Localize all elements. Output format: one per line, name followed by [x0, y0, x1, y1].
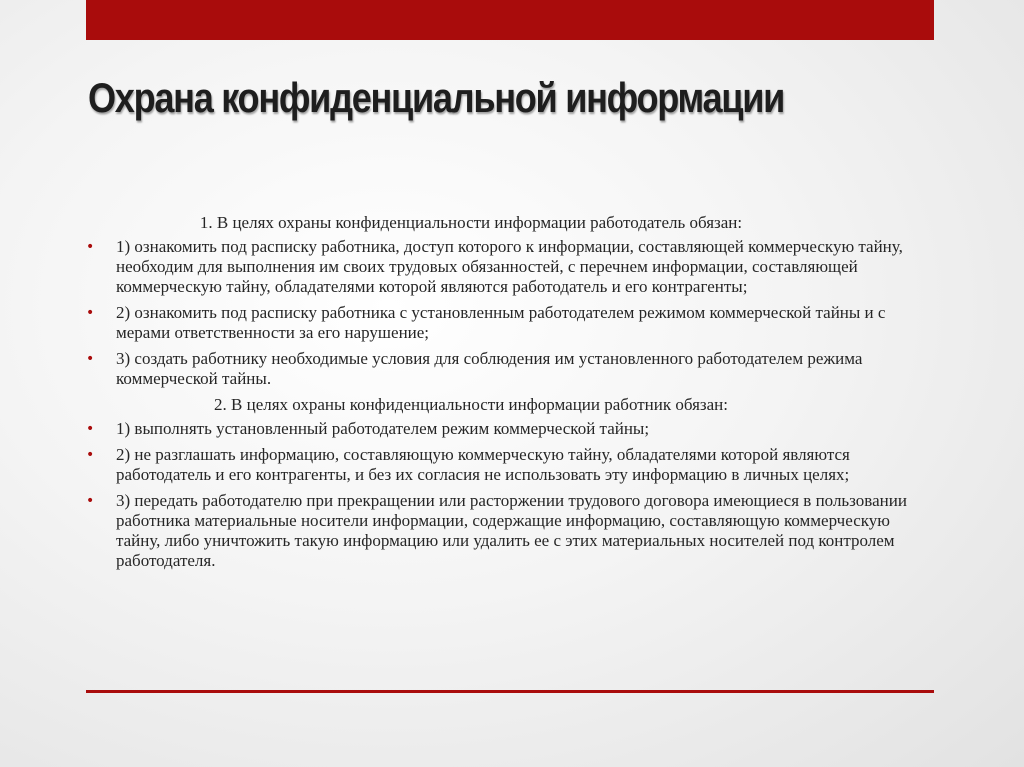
list-item: • 1) ознакомить под расписку работника, доступ которого к информации, составляющей коммерческую тайну, необходим для выполнения им своих трудовых обязанностей, с перечнем информации, составляющей коммерческую тайну, обладателями которой являются работодатель и его контрагенты; — [86, 237, 926, 297]
list-item: • 2) ознакомить под расписку работника с установленным работодателем режимом коммерческой тайны и с мерами ответственности за его нарушение; — [86, 303, 926, 343]
slide-content — [86, 213, 926, 577]
top-accent-bar — [86, 0, 934, 40]
bottom-accent-line — [86, 690, 934, 693]
slide-title: Охрана конфиденциальной информации — [88, 74, 785, 121]
list-item: • 1) выполнять установленный работодателем режим коммерческой тайны; — [86, 419, 926, 439]
list-item: • 3) передать работодателю при прекращении или расторжении трудового договора имеющиеся в пользовании работника материальные носители информации, содержащие информацию, составляющую коммерческую тайну, либо уничтожить такую информацию или удалить ее с этих материальных носителей под контролем работодателя. — [86, 491, 926, 571]
list-item: • 2) не разглашать информацию, составляющую коммерческую тайну, обладателями которой являются работодатель и его контрагенты, и без их согласия не использовать эту информацию в личных целях; — [86, 445, 926, 485]
section-heading-employer: 1. В целях охраны конфиденциальности информации работодатель обязан: — [199, 213, 743, 232]
section-heading-employee: 2. В целях охраны конфиденциальности информации работник обязан: — [214, 395, 728, 414]
list-item: • 3) создать работнику необходимые условия для соблюдения им установленного работодателем режима коммерческой тайны. — [86, 349, 926, 389]
